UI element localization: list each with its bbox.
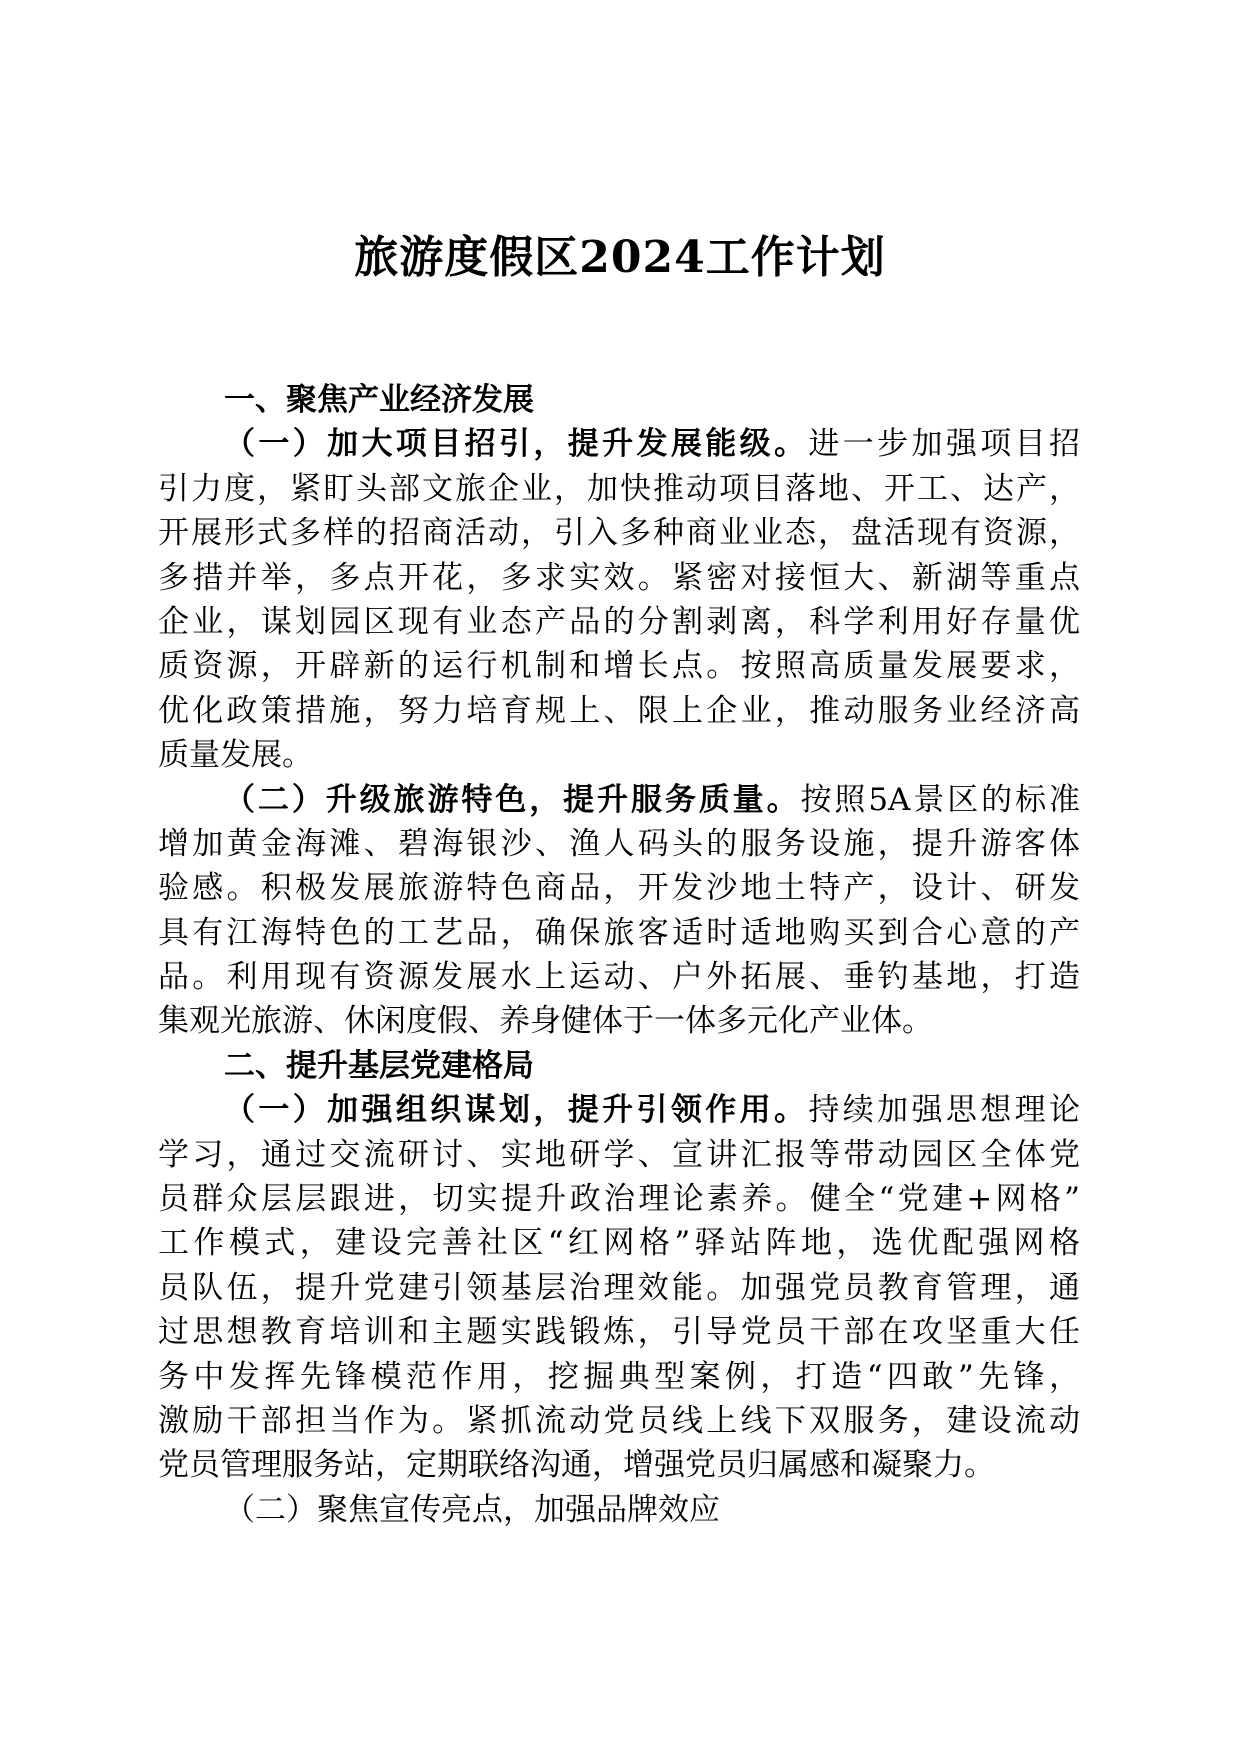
paragraph-line: 具有江海特色的工艺品，确保旅客适时适地购买到合心意的产 — [158, 914, 1080, 951]
paragraph-line: 质资源，开辟新的运行机制和增长点。按照高质量发展要求， — [158, 648, 1080, 685]
paragraph-line: 企业，谋划园区现有业态产品的分割剥离，科学利用好存量优 — [158, 603, 1080, 640]
paragraph-line: 员队伍，提升党建引领基层治理效能。加强党员教育管理，通 — [158, 1269, 1080, 1306]
document-title: 旅游度假区2024工作计划 — [354, 232, 886, 283]
paragraph-line: 员群众层层跟进，切实提升政治理论素养。健全“党建+网格” — [158, 1181, 1080, 1218]
paragraph-line: 学习，通过交流研讨、实地研学、宣讲汇报等带动园区全体党 — [158, 1136, 1080, 1173]
paragraph-text: 持续加强思想理论 — [808, 1092, 1080, 1129]
document-body — [158, 378, 1080, 1532]
section-heading: 一、聚焦产业经济发展 — [224, 382, 534, 418]
paragraph-line: 工作模式，建设完善社区“红网格”驿站阵地，选优配强网格 — [158, 1225, 1080, 1262]
paragraph-lead: （二）升级旅游特色，提升服务质量。 — [224, 781, 801, 818]
paragraph-text: 进一步加强项目招 — [808, 426, 1080, 463]
section-heading: 二、提升基层党建格局 — [224, 1047, 534, 1084]
paragraph-line: 验感。积极发展旅游特色商品，开发沙地土特产，设计、研发 — [158, 870, 1080, 907]
paragraph-line: 品。利用现有资源发展水上运动、户外拓展、垂钓基地，打造 — [158, 959, 1080, 996]
paragraph-line: 集观光旅游、休闲度假、养身健体于一体多元化产业体。 — [158, 1003, 933, 1040]
paragraph-line: 优化政策措施，努力培育规上、限上企业，推动服务业经济高 — [158, 692, 1080, 729]
paragraph-text: 按照5A景区的标准 — [800, 781, 1080, 818]
paragraph-line: 引力度，紧盯头部文旅企业，加快推动项目落地、开工、达产， — [158, 470, 1080, 507]
paragraph-lead: （一）加大项目招引，提升发展能级。 — [224, 426, 809, 463]
paragraph-line — [158, 778, 1080, 822]
paragraph-line: 开展形式多样的招商活动，引入多种商业业态，盘活现有资源， — [158, 515, 1080, 552]
paragraph-line — [158, 422, 1080, 466]
subsection-heading: （二）聚焦宣传亮点，加强品牌效应 — [224, 1491, 720, 1528]
paragraph-line — [158, 1088, 1080, 1132]
paragraph-line: 过思想教育培训和主题实践锻炼，引导党员干部在攻坚重大任 — [158, 1314, 1080, 1351]
paragraph-lead: （一）加强组织谋划，提升引领作用。 — [224, 1092, 809, 1129]
paragraph-line: 务中发挥先锋模范作用，挖掘典型案例，打造“四敢”先锋， — [158, 1358, 1080, 1395]
paragraph-line: 党员管理服务站，定期联络沟通，增强党员归属感和凝聚力。 — [158, 1447, 995, 1484]
paragraph-line: 多措并举，多点开花，多求实效。紧密对接恒大、新湖等重点 — [158, 559, 1080, 596]
paragraph-line: 质量发展。 — [158, 737, 313, 774]
paragraph-line: 激励干部担当作为。紧抓流动党员线上线下双服务，建设流动 — [158, 1402, 1080, 1439]
paragraph-line: 增加黄金海滩、碧海银沙、渔人码头的服务设施，提升游客体 — [158, 825, 1080, 862]
